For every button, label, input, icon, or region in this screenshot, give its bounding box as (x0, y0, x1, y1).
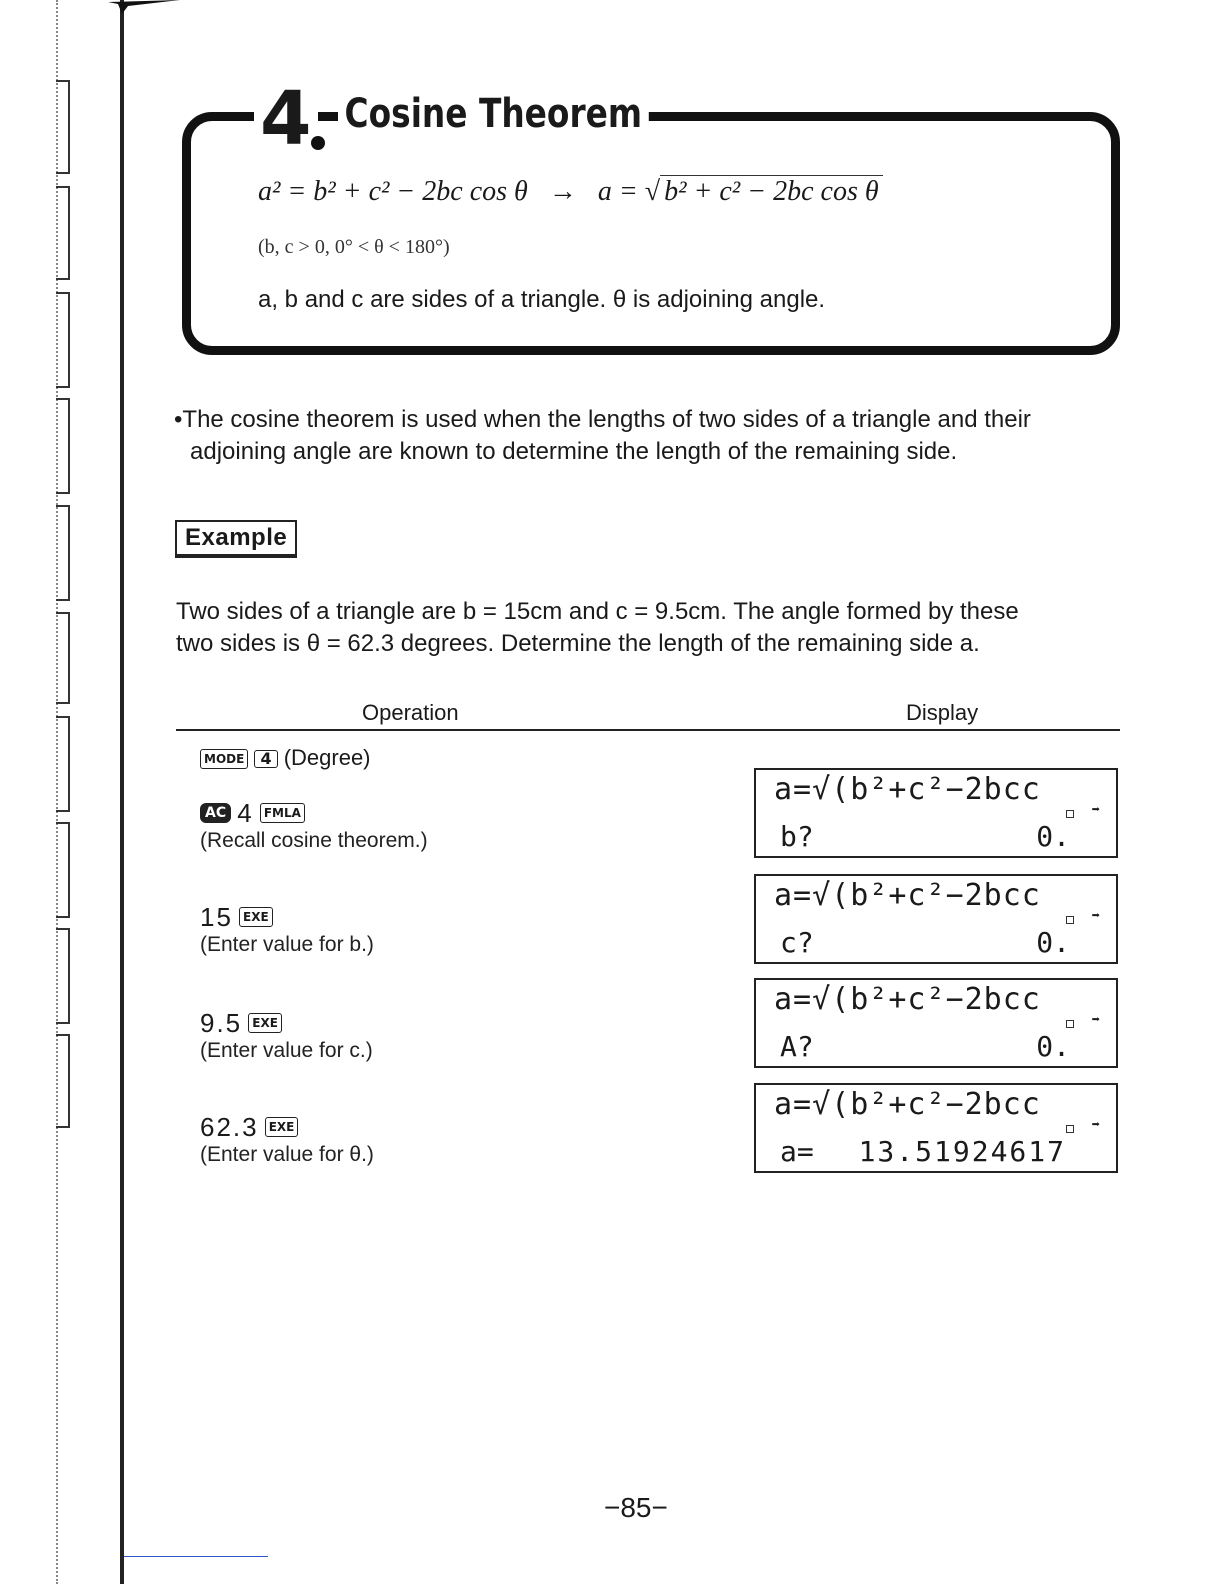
lcd-arrow-icon: ➡ (1091, 908, 1100, 924)
ac-key-icon: AC (200, 803, 231, 823)
page-spine (120, 0, 124, 1584)
lcd-arrow-icon: ➡ (1091, 802, 1100, 818)
lcd-prompt: A? (780, 1030, 814, 1063)
lcd-prompt: a= (780, 1135, 814, 1168)
display-header: Display (906, 700, 979, 725)
intro-paragraph (174, 404, 1134, 468)
operation-step-mode (200, 744, 371, 772)
lcd-indicator-icon (1066, 810, 1074, 818)
operation-digits: 62.3 (200, 1112, 259, 1143)
lcd-formula-line: a=√(b²+c²−2bcc (774, 878, 1041, 913)
binding-tab (56, 292, 70, 388)
lcd-formula-line: a=√(b²+c²−2bcc (774, 1087, 1041, 1122)
operation-step-b (200, 902, 374, 959)
header-rule (176, 729, 1120, 731)
binding-tab (56, 612, 70, 704)
cosine-formula (258, 176, 883, 208)
lcd-formula-line: a=√(b²+c²−2bcc (774, 772, 1041, 807)
operation-note: (Recall cosine theorem.) (200, 829, 428, 853)
formula-rhs-body: b² + c² − 2bc cos θ (660, 175, 883, 207)
mode-key-icon: MODE (200, 749, 248, 769)
operation-note: (Enter value for θ.) (200, 1143, 374, 1167)
exe-key-icon: EXE (248, 1013, 282, 1033)
exe-key-icon: EXE (265, 1117, 299, 1137)
operation-step-recall (200, 798, 428, 855)
formula-lhs: a² = b² + c² − 2bc cos θ (258, 176, 528, 207)
lcd-value: 0. (1036, 926, 1070, 959)
formula-rhs (598, 176, 883, 208)
lcd-value: 0. (1036, 820, 1070, 853)
lcd-arrow-icon: ➡ (1091, 1012, 1100, 1028)
lcd-indicator-icon (1066, 1020, 1074, 1028)
lcd-value: 0. (1036, 1030, 1070, 1063)
lcd-prompt: b? (780, 820, 814, 853)
binding-tab (56, 505, 70, 601)
binding-tab (56, 928, 70, 1024)
problem-line-1: Two sides of a triangle are b = 15cm and c = 9.5cm. The angle formed by these (176, 598, 1019, 625)
section-title: Cosine Theorem (338, 88, 649, 140)
example-label: Example (175, 520, 297, 558)
operation-note: (Enter value for c.) (200, 1039, 373, 1063)
lcd-display (754, 874, 1118, 964)
lcd-display (754, 768, 1118, 858)
formula-note: a, b and c are sides of a triangle. θ is adjoining angle. (258, 286, 826, 313)
operation-step-theta (200, 1112, 374, 1169)
section-number: 4 (254, 74, 318, 164)
bottom-rule (124, 1556, 268, 1557)
fmla-key-icon: FMLA (260, 803, 305, 823)
section-number-dot (311, 136, 325, 150)
lcd-indicator-icon (1066, 1125, 1074, 1133)
binding-tab (56, 716, 70, 812)
operation-header: Operation (362, 700, 459, 725)
operation-step-c (200, 1008, 373, 1065)
operation-digits: 15 (200, 902, 233, 933)
page-number: −85− (604, 1492, 668, 1523)
lcd-display (754, 978, 1118, 1068)
arrow-icon: → (548, 176, 577, 207)
operation-digits: 4 (237, 798, 254, 829)
spine-top-mark (108, 0, 180, 14)
binding-tab (56, 398, 70, 494)
formula-condition: (b, c > 0, 0° < θ < 180°) (258, 236, 450, 258)
lcd-indicator-icon (1066, 916, 1074, 924)
formula-rhs-prefix: a = √ (597, 176, 661, 207)
intro-line-2: adjoining angle are known to determine the length of the remaining side. (190, 438, 958, 465)
mode-description: (Degree) (283, 745, 371, 770)
theorem-box (182, 112, 1120, 355)
binding-tab (56, 822, 70, 918)
operation-digits: 9.5 (200, 1008, 243, 1039)
intro-line-1: •The cosine theorem is used when the lengths of two sides of a triangle and their (174, 406, 1031, 433)
lcd-value: 13.51924617 (858, 1135, 1066, 1168)
binding-tab (56, 1034, 70, 1128)
binding-tab (56, 80, 70, 174)
operation-note: (Enter value for b.) (200, 933, 374, 957)
digit-key-icon: 4 (254, 750, 277, 768)
problem-line-2: two sides is θ = 62.3 degrees. Determine the length of the remaining side a. (176, 630, 980, 657)
lcd-formula-line: a=√(b²+c²−2bcc (774, 982, 1041, 1017)
lcd-arrow-icon: ➡ (1091, 1117, 1100, 1133)
exe-key-icon: EXE (239, 907, 273, 927)
lcd-display (754, 1083, 1118, 1173)
binding-tab (56, 186, 70, 280)
lcd-prompt: c? (780, 926, 814, 959)
problem-statement (176, 596, 1136, 660)
